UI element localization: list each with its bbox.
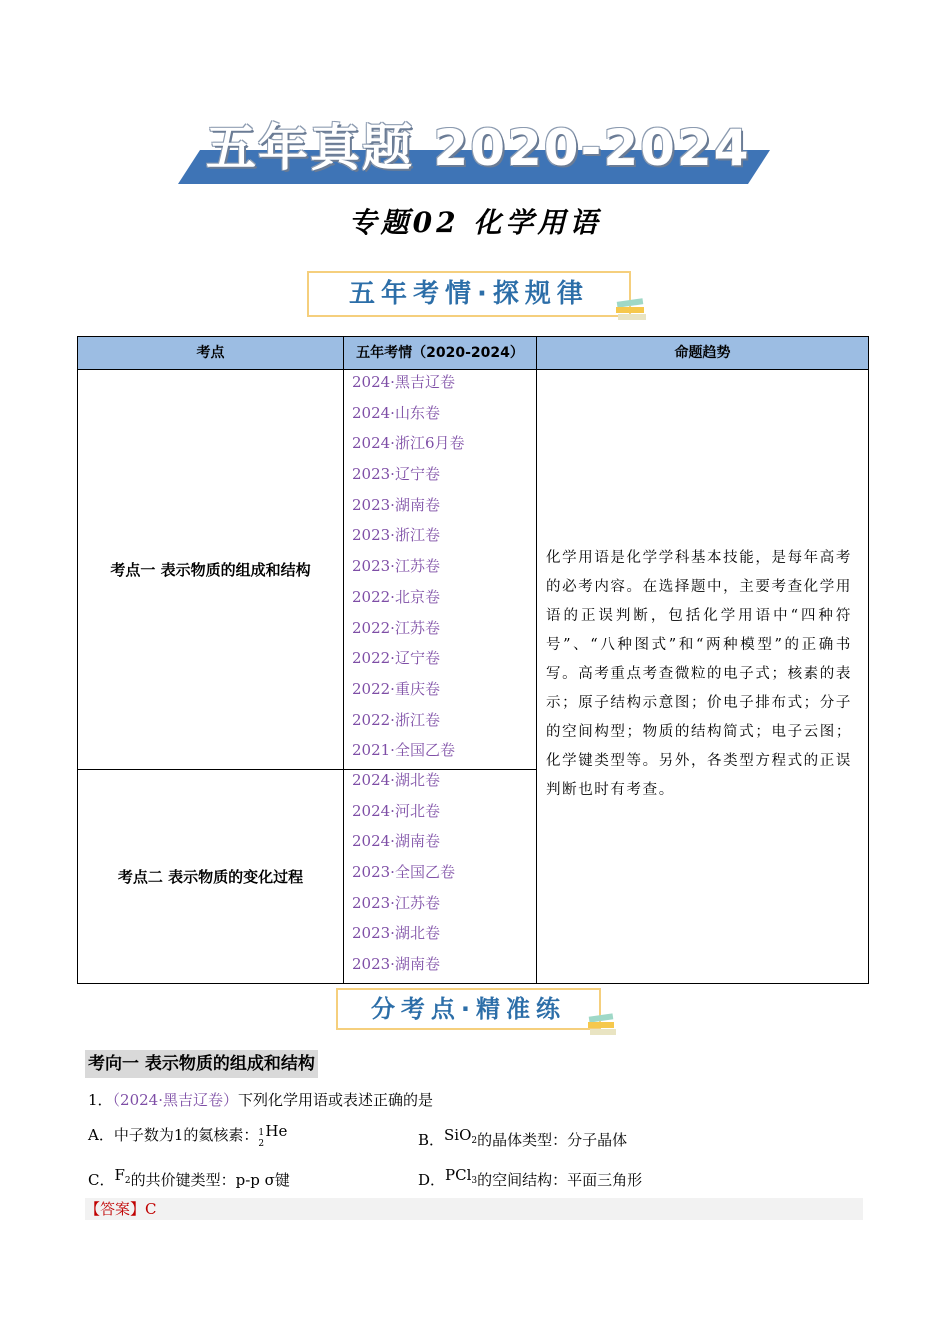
topic-heading: 考向一 表示物质的组成和结构 — [85, 1050, 318, 1078]
answer-label: 【答案】 — [85, 1200, 146, 1218]
year-item: 2022·辽宁卷 — [352, 649, 440, 668]
year-item: 2023·湖北卷 — [352, 924, 440, 943]
section-heading-trends: 五年考情·探规律 — [307, 271, 631, 317]
chemical-formula: PCl$_3$ — [445, 1166, 478, 1186]
year-item: 2024·黑吉辽卷 — [352, 373, 455, 391]
table-header-trend: 命题趋势 — [536, 336, 869, 370]
option-text: 的共价键类型：p-p σ键 — [130, 1171, 290, 1189]
table-header-point: 考点 — [77, 336, 344, 370]
nuclide-symbol: 1 2 He — [258, 1122, 288, 1149]
books-icon — [614, 296, 650, 322]
year-list — [352, 765, 455, 980]
table-cell-years-1 — [343, 369, 537, 770]
year-item: 2021·全国乙卷 — [352, 741, 455, 760]
option-text: 中子数为1的氦核素： — [113, 1126, 259, 1144]
banner-title: 五年真题 2020-2024 — [206, 119, 751, 177]
trend-text: 化学用语是化学学科基本技能，是每年高考的必考内容。在选择题中，主要考查化学用语的正误判断，包括化学用语中“四种符号”、“八种图式”和“两种模型”的正确书写。高考重点考查微粒的电子式；核素的表示；原子结构示意图；价电子排布式；分子的空间构型；物质的结构简式；电子云图；化学键类型等。另外，各类型方程式的正误判断也时有考查。 — [546, 550, 852, 798]
table-cell-years-2 — [343, 769, 537, 984]
year-item: 2022·北京卷 — [352, 587, 440, 606]
books-icon — [586, 1012, 618, 1036]
table-row-point-2 — [77, 769, 344, 984]
option-c[interactable] — [88, 1163, 290, 1193]
question-source: （2024·黑吉辽卷） — [112, 1091, 238, 1109]
option-letter: A． — [88, 1126, 114, 1144]
year-item: 2022·浙江卷 — [352, 710, 440, 729]
year-item: 2024·山东卷 — [352, 403, 440, 422]
option-letter: B． — [418, 1131, 445, 1149]
year-item: 2023·湖南卷 — [352, 955, 440, 974]
chemical-formula: $F_2$ — [114, 1166, 131, 1186]
point-label: 考点二 表示物质的变化过程 — [117, 868, 304, 886]
subject-title: 专题02 化学用语 — [348, 206, 602, 239]
option-letter: D． — [418, 1171, 446, 1189]
year-item: 2023·浙江卷 — [352, 526, 440, 545]
chemical-formula: SiO$_2$ — [444, 1126, 478, 1146]
section-heading-practice: 分考点·精准练 — [336, 988, 601, 1030]
year-item: 2023·辽宁卷 — [352, 465, 440, 484]
point-label: 考点一 表示物质的组成和结构 — [110, 561, 311, 579]
year-item: 2023·江苏卷 — [352, 893, 440, 912]
answer-value: C — [145, 1200, 157, 1218]
option-d[interactable] — [418, 1163, 642, 1193]
option-letter: C． — [88, 1171, 115, 1189]
question-stem — [88, 1088, 433, 1112]
year-item: 2023·湖南卷 — [352, 495, 440, 514]
table-row-point-1 — [77, 369, 344, 770]
year-item: 2023·全国乙卷 — [352, 863, 455, 882]
year-item: 2024·河北卷 — [352, 801, 440, 820]
year-item: 2024·浙江6月卷 — [352, 434, 465, 453]
question-number: 1． — [88, 1091, 113, 1109]
option-a[interactable] — [88, 1123, 286, 1147]
table-header-years: 五年考情（2020-2024） — [343, 336, 537, 370]
year-item: 2023·江苏卷 — [352, 557, 440, 576]
year-item: 2024·湖北卷 — [352, 771, 440, 789]
answer-bar — [85, 1198, 863, 1220]
question-text: 下列化学用语或表述正确的是 — [238, 1091, 434, 1109]
year-item: 2022·江苏卷 — [352, 618, 440, 637]
option-b[interactable] — [418, 1123, 627, 1153]
year-list — [352, 367, 465, 766]
year-item: 2024·湖南卷 — [352, 832, 440, 851]
option-text: 的晶体类型：分子晶体 — [477, 1131, 628, 1149]
option-text: 的空间结构：平面三角形 — [477, 1171, 643, 1189]
year-item: 2022·重庆卷 — [352, 679, 440, 698]
